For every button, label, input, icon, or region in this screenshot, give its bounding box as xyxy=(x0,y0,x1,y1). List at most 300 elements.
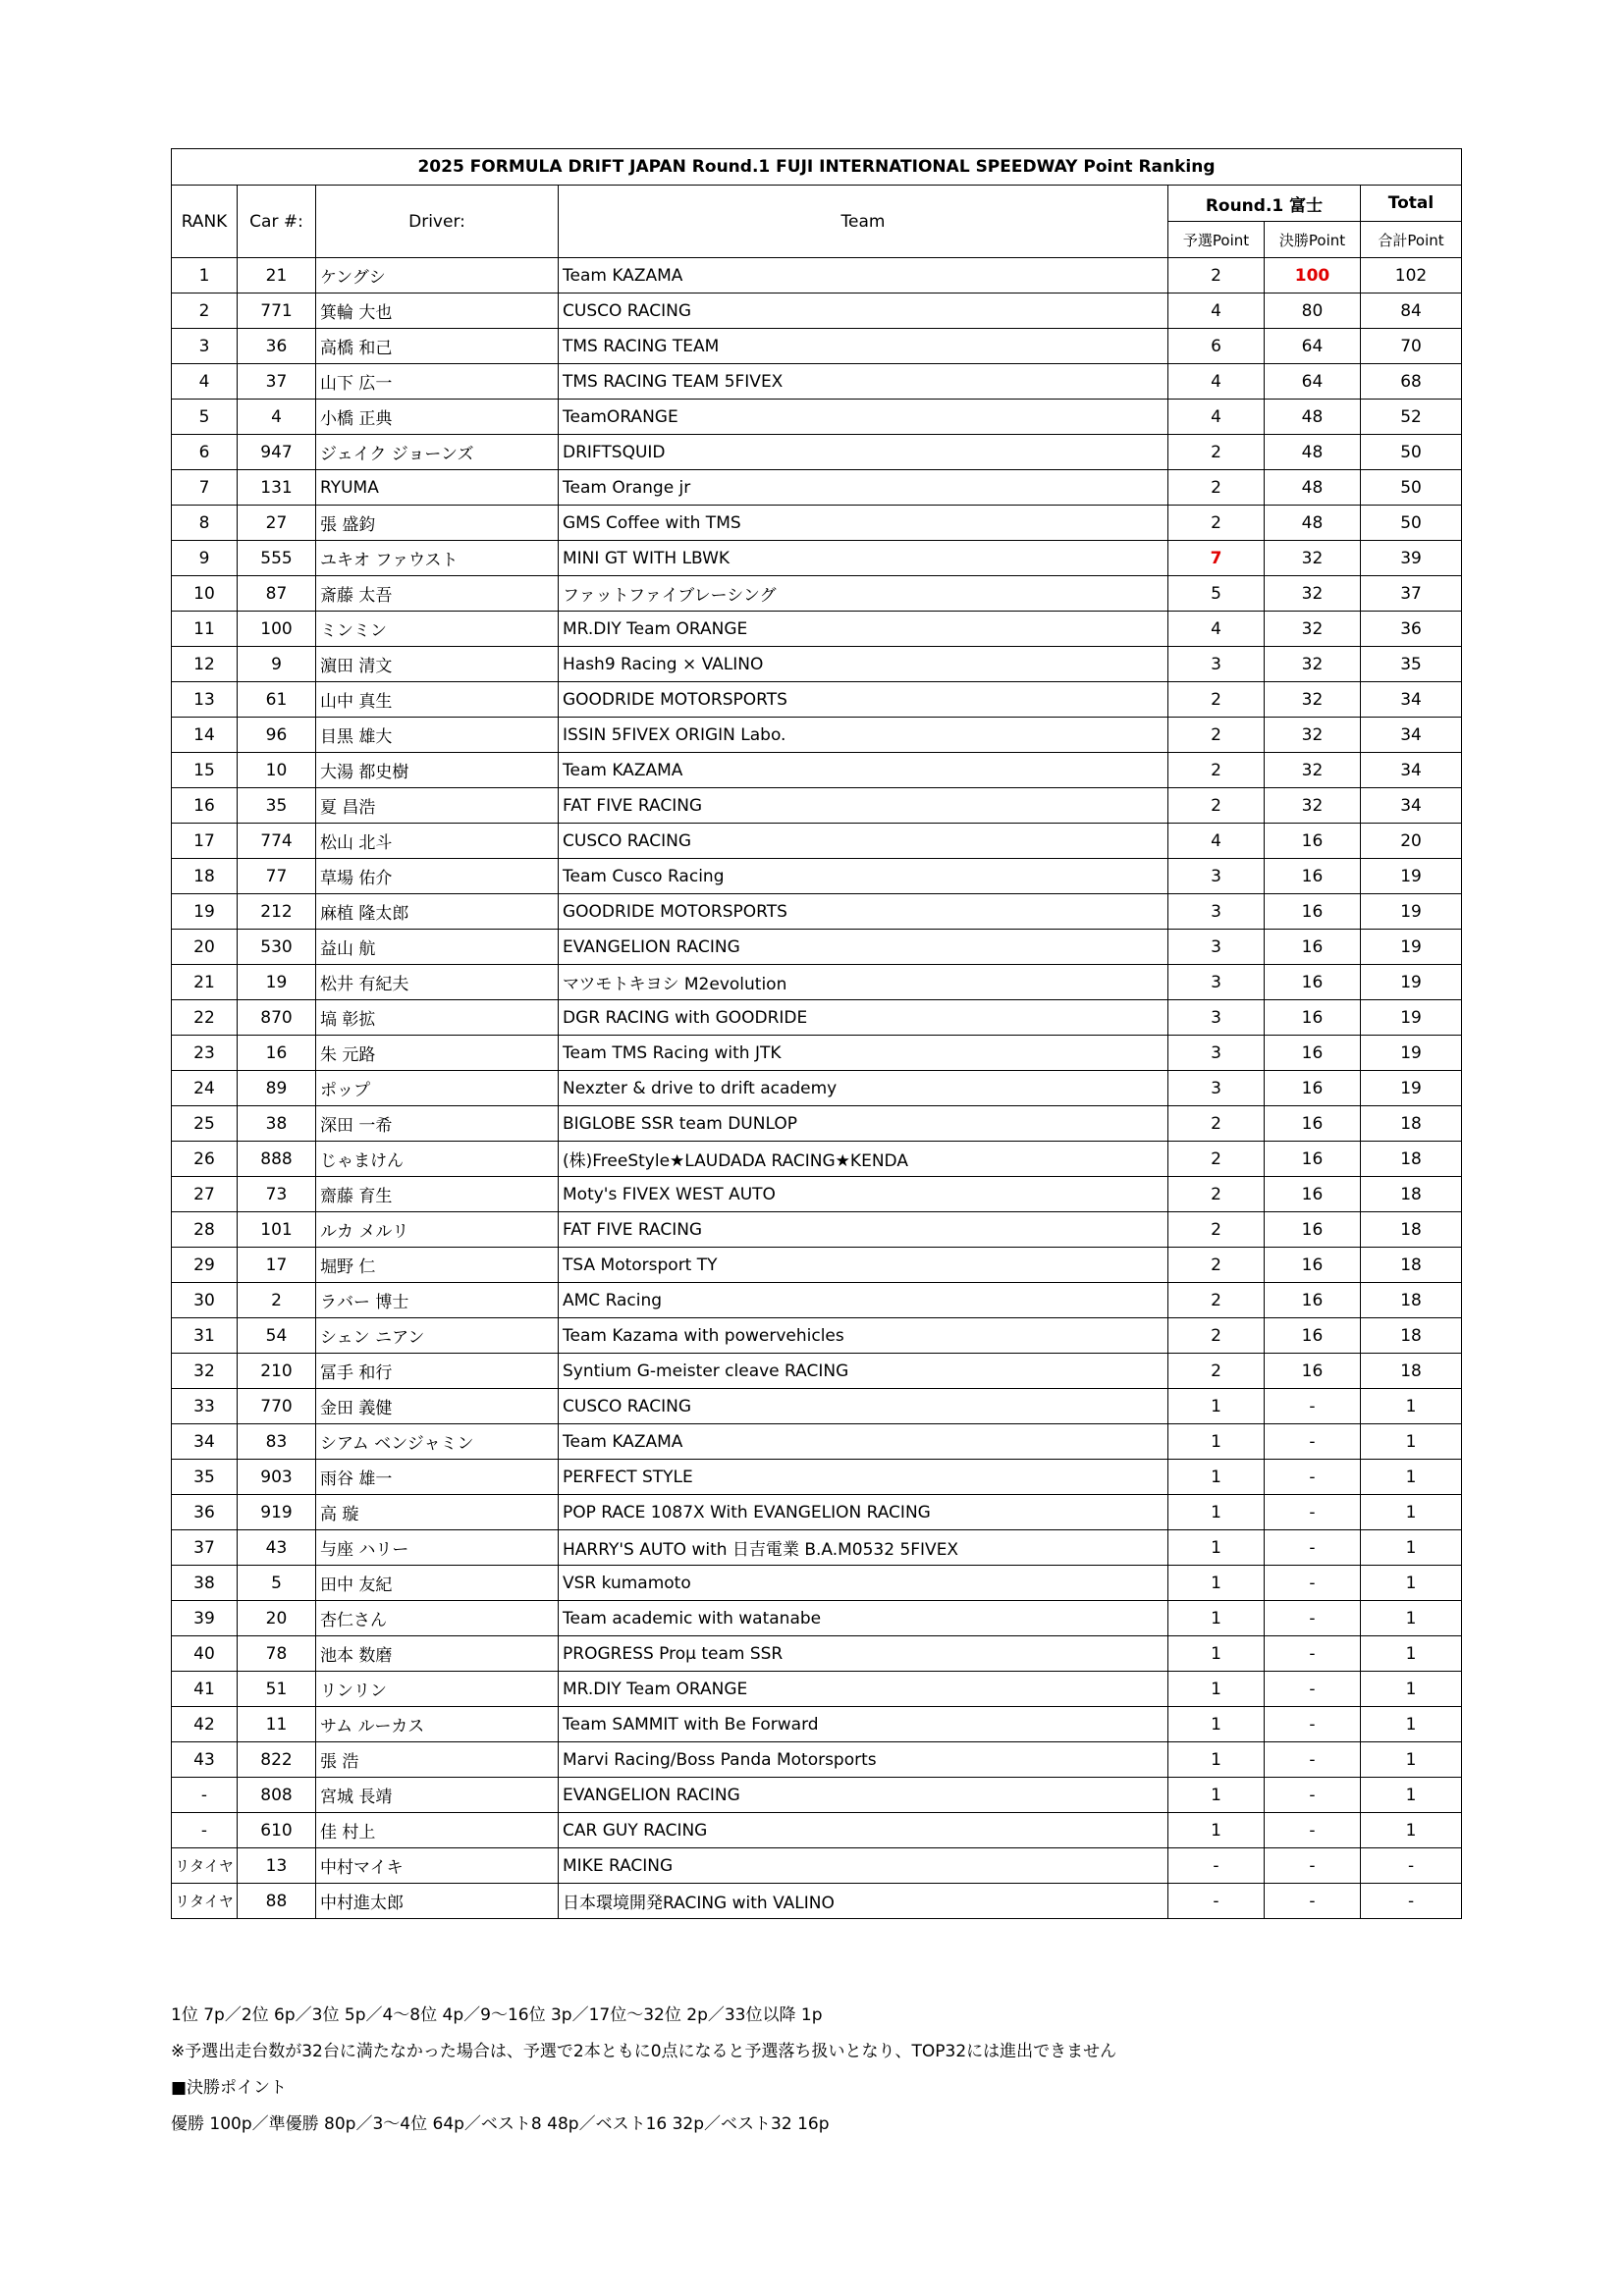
qualifying-point-cell: 1 xyxy=(1168,1389,1265,1424)
driver-cell: 塙 彰拡 xyxy=(316,1000,559,1036)
final-point-cell: 32 xyxy=(1265,718,1361,753)
driver-cell: 雨谷 雄一 xyxy=(316,1460,559,1495)
final-point-cell: 16 xyxy=(1265,824,1361,859)
team-cell: EVANGELION RACING xyxy=(559,1778,1168,1813)
qualifying-point-cell: 4 xyxy=(1168,612,1265,647)
table-row xyxy=(172,1212,1462,1248)
qualifying-point-cell: 1 xyxy=(1168,1530,1265,1566)
final-point-cell: 64 xyxy=(1265,329,1361,364)
qualifying-point-cell: 3 xyxy=(1168,859,1265,894)
qualifying-point-cell: 1 xyxy=(1168,1778,1265,1813)
team-cell: Marvi Racing/Boss Panda Motorsports xyxy=(559,1742,1168,1778)
final-point-cell: - xyxy=(1265,1424,1361,1460)
car-number-cell: 947 xyxy=(238,435,316,470)
qualifying-point-cell: 2 xyxy=(1168,753,1265,788)
team-cell: MR.DIY Team ORANGE xyxy=(559,1672,1168,1707)
team-cell: BIGLOBE SSR team DUNLOP xyxy=(559,1106,1168,1142)
total-point-cell: 1 xyxy=(1361,1813,1462,1848)
total-point-cell: 18 xyxy=(1361,1318,1462,1354)
qualifying-point-cell: 1 xyxy=(1168,1601,1265,1636)
car-number-cell: 89 xyxy=(238,1071,316,1106)
final-point-cell: 32 xyxy=(1265,788,1361,824)
driver-cell: 張 盛鈞 xyxy=(316,506,559,541)
rank-cell: 29 xyxy=(172,1248,238,1283)
car-number-cell: 16 xyxy=(238,1036,316,1071)
final-point-cell: 16 xyxy=(1265,1283,1361,1318)
total-point-cell: 18 xyxy=(1361,1248,1462,1283)
car-number-cell: 4 xyxy=(238,400,316,435)
qualifying-point-cell: 1 xyxy=(1168,1742,1265,1778)
table-row xyxy=(172,541,1462,576)
final-point-cell: 16 xyxy=(1265,1142,1361,1177)
total-point-cell: 1 xyxy=(1361,1742,1462,1778)
table-row xyxy=(172,1036,1462,1071)
driver-cell: シアム ベンジャミン xyxy=(316,1424,559,1460)
team-cell: GOODRIDE MOTORSPORTS xyxy=(559,682,1168,718)
driver-cell: 中村進太郎 xyxy=(316,1884,559,1919)
rank-cell: 9 xyxy=(172,541,238,576)
car-number-cell: 78 xyxy=(238,1636,316,1672)
rank-cell: 2 xyxy=(172,294,238,329)
total-point-cell: 19 xyxy=(1361,930,1462,965)
driver-cell: 与座 ハリー xyxy=(316,1530,559,1566)
note-line: ■決勝ポイント xyxy=(171,2078,288,2098)
table-row xyxy=(172,1636,1462,1672)
total-point-cell: 1 xyxy=(1361,1495,1462,1530)
qualifying-point-cell: 2 xyxy=(1168,506,1265,541)
final-point-cell: - xyxy=(1265,1636,1361,1672)
final-point-cell: 32 xyxy=(1265,647,1361,682)
team-cell: CAR GUY RACING xyxy=(559,1813,1168,1848)
table-row xyxy=(172,788,1462,824)
car-number-cell: 870 xyxy=(238,1000,316,1036)
team-cell: PROGRESS Proμ team SSR xyxy=(559,1636,1168,1672)
car-number-cell: 36 xyxy=(238,329,316,364)
rank-cell: 14 xyxy=(172,718,238,753)
driver-cell: 松山 北斗 xyxy=(316,824,559,859)
final-point-cell: 16 xyxy=(1265,1318,1361,1354)
table-row xyxy=(172,1460,1462,1495)
car-number-cell: 610 xyxy=(238,1813,316,1848)
rank-cell: 5 xyxy=(172,400,238,435)
header-round: Round.1 富士 xyxy=(1168,186,1361,222)
team-cell: MIKE RACING xyxy=(559,1848,1168,1884)
rank-cell: 37 xyxy=(172,1530,238,1566)
driver-cell: 池本 数磨 xyxy=(316,1636,559,1672)
team-cell: Team Kazama with powervehicles xyxy=(559,1318,1168,1354)
total-point-cell: 18 xyxy=(1361,1283,1462,1318)
final-point-cell: - xyxy=(1265,1566,1361,1601)
qualifying-point-cell: 2 xyxy=(1168,470,1265,506)
qualifying-point-cell: 4 xyxy=(1168,294,1265,329)
driver-cell: 田中 友紀 xyxy=(316,1566,559,1601)
total-point-cell: 18 xyxy=(1361,1212,1462,1248)
rank-cell: 26 xyxy=(172,1142,238,1177)
car-number-cell: 9 xyxy=(238,647,316,682)
driver-cell: 杏仁さん xyxy=(316,1601,559,1636)
total-point-cell: 1 xyxy=(1361,1707,1462,1742)
final-point-cell: - xyxy=(1265,1742,1361,1778)
final-point-cell: 16 xyxy=(1265,965,1361,1000)
team-cell: CUSCO RACING xyxy=(559,1389,1168,1424)
total-point-cell: 1 xyxy=(1361,1530,1462,1566)
driver-cell: 高橋 和己 xyxy=(316,329,559,364)
driver-cell: 佳 村上 xyxy=(316,1813,559,1848)
car-number-cell: 38 xyxy=(238,1106,316,1142)
rank-cell: 22 xyxy=(172,1000,238,1036)
final-point-cell: 32 xyxy=(1265,576,1361,612)
team-cell: PERFECT STYLE xyxy=(559,1460,1168,1495)
rank-cell: 11 xyxy=(172,612,238,647)
total-point-cell: 19 xyxy=(1361,894,1462,930)
total-point-cell: 35 xyxy=(1361,647,1462,682)
rank-cell: 15 xyxy=(172,753,238,788)
note-line: 優勝 100p／準優勝 80p／3～4位 64p／ベスト8 48p／ベスト16 32p／ベスト32 16p xyxy=(171,2114,830,2134)
header-car-number: Car #: xyxy=(238,186,316,258)
header-team: Team xyxy=(559,186,1168,258)
car-number-cell: 770 xyxy=(238,1389,316,1424)
table-row xyxy=(172,859,1462,894)
driver-cell: 張 浩 xyxy=(316,1742,559,1778)
qualifying-point-cell: 1 xyxy=(1168,1672,1265,1707)
qualifying-point-cell: 1 xyxy=(1168,1495,1265,1530)
car-number-cell: 20 xyxy=(238,1601,316,1636)
table-row xyxy=(172,1601,1462,1636)
point-ranking-table xyxy=(171,148,1462,1919)
table-row xyxy=(172,435,1462,470)
rank-cell: 31 xyxy=(172,1318,238,1354)
qualifying-point-cell: 7 xyxy=(1168,541,1265,576)
final-point-cell: 16 xyxy=(1265,1177,1361,1212)
team-cell: TeamORANGE xyxy=(559,400,1168,435)
driver-cell: 深田 一希 xyxy=(316,1106,559,1142)
final-point-cell: - xyxy=(1265,1672,1361,1707)
rank-cell: 6 xyxy=(172,435,238,470)
qualifying-point-cell: 1 xyxy=(1168,1636,1265,1672)
car-number-cell: 27 xyxy=(238,506,316,541)
rank-cell: 17 xyxy=(172,824,238,859)
driver-cell: ポップ xyxy=(316,1071,559,1106)
final-point-cell: - xyxy=(1265,1530,1361,1566)
notes xyxy=(171,1998,1116,2143)
team-cell: Nexzter & drive to drift academy xyxy=(559,1071,1168,1106)
qualifying-point-cell: 3 xyxy=(1168,1071,1265,1106)
team-cell: MR.DIY Team ORANGE xyxy=(559,612,1168,647)
table-row xyxy=(172,1142,1462,1177)
rank-cell: 43 xyxy=(172,1742,238,1778)
driver-cell: 高 璇 xyxy=(316,1495,559,1530)
total-point-cell: 50 xyxy=(1361,470,1462,506)
car-number-cell: 88 xyxy=(238,1884,316,1919)
qualifying-point-cell: 3 xyxy=(1168,647,1265,682)
final-point-cell: - xyxy=(1265,1778,1361,1813)
team-cell: Team Orange jr xyxy=(559,470,1168,506)
rank-cell: 1 xyxy=(172,258,238,294)
qualifying-point-cell: 2 xyxy=(1168,682,1265,718)
driver-cell: ユキオ ファウスト xyxy=(316,541,559,576)
final-point-cell: 100 xyxy=(1265,258,1361,294)
table-row xyxy=(172,894,1462,930)
team-cell: CUSCO RACING xyxy=(559,824,1168,859)
table-row xyxy=(172,470,1462,506)
team-cell: GMS Coffee with TMS xyxy=(559,506,1168,541)
table-row xyxy=(172,647,1462,682)
rank-cell: 23 xyxy=(172,1036,238,1071)
total-point-cell: 34 xyxy=(1361,788,1462,824)
rank-cell: 25 xyxy=(172,1106,238,1142)
car-number-cell: 43 xyxy=(238,1530,316,1566)
final-point-cell: 16 xyxy=(1265,859,1361,894)
driver-cell: ジェイク ジョーンズ xyxy=(316,435,559,470)
car-number-cell: 919 xyxy=(238,1495,316,1530)
table-row xyxy=(172,1778,1462,1813)
final-point-cell: 32 xyxy=(1265,612,1361,647)
car-number-cell: 210 xyxy=(238,1354,316,1389)
final-point-cell: - xyxy=(1265,1884,1361,1919)
rank-cell: 4 xyxy=(172,364,238,400)
team-cell: VSR kumamoto xyxy=(559,1566,1168,1601)
total-point-cell: 34 xyxy=(1361,718,1462,753)
team-cell: Team academic with watanabe xyxy=(559,1601,1168,1636)
driver-cell: 山下 広一 xyxy=(316,364,559,400)
driver-cell: 斎藤 太吾 xyxy=(316,576,559,612)
table-row xyxy=(172,1742,1462,1778)
table-row xyxy=(172,1672,1462,1707)
table-row xyxy=(172,1318,1462,1354)
header-driver: Driver: xyxy=(316,186,559,258)
team-cell: HARRY'S AUTO with 日吉電業 B.A.M0532 5FIVEX xyxy=(559,1530,1168,1566)
final-point-cell: - xyxy=(1265,1848,1361,1884)
table-row xyxy=(172,1177,1462,1212)
total-point-cell: 52 xyxy=(1361,400,1462,435)
driver-cell: ラバー 博士 xyxy=(316,1283,559,1318)
table-row xyxy=(172,506,1462,541)
car-number-cell: 87 xyxy=(238,576,316,612)
rank-cell: 39 xyxy=(172,1601,238,1636)
table-row xyxy=(172,329,1462,364)
qualifying-point-cell: 2 xyxy=(1168,718,1265,753)
qualifying-point-cell: 3 xyxy=(1168,1000,1265,1036)
rank-cell: 16 xyxy=(172,788,238,824)
final-point-cell: 16 xyxy=(1265,1106,1361,1142)
table-row xyxy=(172,824,1462,859)
car-number-cell: 11 xyxy=(238,1707,316,1742)
rank-cell: 40 xyxy=(172,1636,238,1672)
rank-cell: 20 xyxy=(172,930,238,965)
note-line: ※予選出走台数が32台に満たなかった場合は、予選で2本ともに0点になると予選落ち扱いとなり、TOP32には進出できません xyxy=(171,2042,1117,2061)
final-point-cell: 48 xyxy=(1265,400,1361,435)
car-number-cell: 96 xyxy=(238,718,316,753)
total-point-cell: 34 xyxy=(1361,682,1462,718)
total-point-cell: 50 xyxy=(1361,435,1462,470)
total-point-cell: 37 xyxy=(1361,576,1462,612)
rank-cell: 19 xyxy=(172,894,238,930)
team-cell: TMS RACING TEAM 5FIVEX xyxy=(559,364,1168,400)
qualifying-point-cell: 6 xyxy=(1168,329,1265,364)
team-cell: TMS RACING TEAM xyxy=(559,329,1168,364)
final-point-cell: 16 xyxy=(1265,1036,1361,1071)
driver-cell: 目黒 雄大 xyxy=(316,718,559,753)
team-cell: FAT FIVE RACING xyxy=(559,788,1168,824)
qualifying-point-cell: 2 xyxy=(1168,435,1265,470)
table-row xyxy=(172,753,1462,788)
car-number-cell: 17 xyxy=(238,1248,316,1283)
team-cell: DRIFTSQUID xyxy=(559,435,1168,470)
table-row xyxy=(172,294,1462,329)
team-cell: Syntium G-meister cleave RACING xyxy=(559,1354,1168,1389)
final-point-cell: - xyxy=(1265,1601,1361,1636)
qualifying-point-cell: 2 xyxy=(1168,1142,1265,1177)
final-point-cell: - xyxy=(1265,1707,1361,1742)
rank-cell: 3 xyxy=(172,329,238,364)
table-row xyxy=(172,682,1462,718)
car-number-cell: 888 xyxy=(238,1142,316,1177)
table-row xyxy=(172,1283,1462,1318)
driver-cell: サム ルーカス xyxy=(316,1707,559,1742)
total-point-cell: 18 xyxy=(1361,1142,1462,1177)
final-point-cell: 48 xyxy=(1265,470,1361,506)
qualifying-point-cell: - xyxy=(1168,1884,1265,1919)
table-row xyxy=(172,1848,1462,1884)
total-point-cell: 20 xyxy=(1361,824,1462,859)
car-number-cell: 37 xyxy=(238,364,316,400)
driver-cell: 小橋 正典 xyxy=(316,400,559,435)
team-cell: DGR RACING with GOODRIDE xyxy=(559,1000,1168,1036)
header-qualifying-point: 予選Point xyxy=(1168,222,1265,258)
car-number-cell: 13 xyxy=(238,1848,316,1884)
table-row xyxy=(172,400,1462,435)
table-row xyxy=(172,1495,1462,1530)
final-point-cell: - xyxy=(1265,1495,1361,1530)
team-cell: EVANGELION RACING xyxy=(559,930,1168,965)
team-cell: GOODRIDE MOTORSPORTS xyxy=(559,894,1168,930)
rank-cell: リタイヤ xyxy=(172,1848,238,1884)
driver-cell: 齋藤 育生 xyxy=(316,1177,559,1212)
total-point-cell: 50 xyxy=(1361,506,1462,541)
car-number-cell: 51 xyxy=(238,1672,316,1707)
total-point-cell: 1 xyxy=(1361,1566,1462,1601)
rank-cell: 36 xyxy=(172,1495,238,1530)
driver-cell: 金田 義健 xyxy=(316,1389,559,1424)
table-row xyxy=(172,364,1462,400)
rank-cell: 30 xyxy=(172,1283,238,1318)
car-number-cell: 61 xyxy=(238,682,316,718)
team-cell: POP RACE 1087X With EVANGELION RACING xyxy=(559,1495,1168,1530)
total-point-cell: - xyxy=(1361,1884,1462,1919)
total-point-cell: 1 xyxy=(1361,1389,1462,1424)
total-point-cell: 1 xyxy=(1361,1424,1462,1460)
total-point-cell: 1 xyxy=(1361,1460,1462,1495)
rank-cell: 35 xyxy=(172,1460,238,1495)
team-cell: TSA Motorsport TY xyxy=(559,1248,1168,1283)
total-point-cell: - xyxy=(1361,1848,1462,1884)
table-row xyxy=(172,1424,1462,1460)
driver-cell: 夏 昌浩 xyxy=(316,788,559,824)
ranking-rows xyxy=(172,258,1462,1919)
car-number-cell: 77 xyxy=(238,859,316,894)
final-point-cell: 16 xyxy=(1265,894,1361,930)
team-cell: Team KAZAMA xyxy=(559,753,1168,788)
team-cell: 日本環境開発RACING with VALINO xyxy=(559,1884,1168,1919)
team-cell: MINI GT WITH LBWK xyxy=(559,541,1168,576)
total-point-cell: 102 xyxy=(1361,258,1462,294)
driver-cell: ルカ メルリ xyxy=(316,1212,559,1248)
header-rank: RANK xyxy=(172,186,238,258)
qualifying-point-cell: 3 xyxy=(1168,894,1265,930)
driver-cell: 松井 有紀夫 xyxy=(316,965,559,1000)
car-number-cell: 73 xyxy=(238,1177,316,1212)
team-cell: Team SAMMIT with Be Forward xyxy=(559,1707,1168,1742)
team-cell: Team KAZAMA xyxy=(559,258,1168,294)
qualifying-point-cell: 4 xyxy=(1168,364,1265,400)
total-point-cell: 68 xyxy=(1361,364,1462,400)
total-point-cell: 19 xyxy=(1361,1036,1462,1071)
qualifying-point-cell: - xyxy=(1168,1848,1265,1884)
rank-cell: 7 xyxy=(172,470,238,506)
car-number-cell: 212 xyxy=(238,894,316,930)
team-cell: Team KAZAMA xyxy=(559,1424,1168,1460)
qualifying-point-cell: 2 xyxy=(1168,1212,1265,1248)
table-row xyxy=(172,1248,1462,1283)
driver-cell: 冨手 和行 xyxy=(316,1354,559,1389)
qualifying-point-cell: 5 xyxy=(1168,576,1265,612)
rank-cell: 13 xyxy=(172,682,238,718)
driver-cell: 益山 航 xyxy=(316,930,559,965)
table-row xyxy=(172,576,1462,612)
qualifying-point-cell: 4 xyxy=(1168,400,1265,435)
car-number-cell: 903 xyxy=(238,1460,316,1495)
total-point-cell: 19 xyxy=(1361,1071,1462,1106)
table-row xyxy=(172,612,1462,647)
car-number-cell: 131 xyxy=(238,470,316,506)
table-row xyxy=(172,1354,1462,1389)
car-number-cell: 2 xyxy=(238,1283,316,1318)
team-cell: FAT FIVE RACING xyxy=(559,1212,1168,1248)
driver-cell: 山中 真生 xyxy=(316,682,559,718)
total-point-cell: 19 xyxy=(1361,859,1462,894)
qualifying-point-cell: 2 xyxy=(1168,1283,1265,1318)
rank-cell: 38 xyxy=(172,1566,238,1601)
qualifying-point-cell: 2 xyxy=(1168,1106,1265,1142)
total-point-cell: 39 xyxy=(1361,541,1462,576)
team-cell: Moty's FIVEX WEST AUTO xyxy=(559,1177,1168,1212)
car-number-cell: 10 xyxy=(238,753,316,788)
qualifying-point-cell: 3 xyxy=(1168,965,1265,1000)
driver-cell: 中村マイキ xyxy=(316,1848,559,1884)
car-number-cell: 808 xyxy=(238,1778,316,1813)
total-point-cell: 19 xyxy=(1361,965,1462,1000)
qualifying-point-cell: 3 xyxy=(1168,1036,1265,1071)
total-point-cell: 34 xyxy=(1361,753,1462,788)
team-cell: CUSCO RACING xyxy=(559,294,1168,329)
total-point-cell: 1 xyxy=(1361,1672,1462,1707)
car-number-cell: 822 xyxy=(238,1742,316,1778)
driver-cell: RYUMA xyxy=(316,470,559,506)
final-point-cell: - xyxy=(1265,1460,1361,1495)
table-row xyxy=(172,1000,1462,1036)
qualifying-point-cell: 1 xyxy=(1168,1424,1265,1460)
qualifying-point-cell: 1 xyxy=(1168,1460,1265,1495)
rank-cell: 33 xyxy=(172,1389,238,1424)
driver-cell: じゃまけん xyxy=(316,1142,559,1177)
qualifying-point-cell: 2 xyxy=(1168,1354,1265,1389)
final-point-cell: 48 xyxy=(1265,435,1361,470)
table-row xyxy=(172,1106,1462,1142)
final-point-cell: 16 xyxy=(1265,1248,1361,1283)
table-row xyxy=(172,1884,1462,1919)
final-point-cell: 80 xyxy=(1265,294,1361,329)
driver-cell: 濵田 清文 xyxy=(316,647,559,682)
